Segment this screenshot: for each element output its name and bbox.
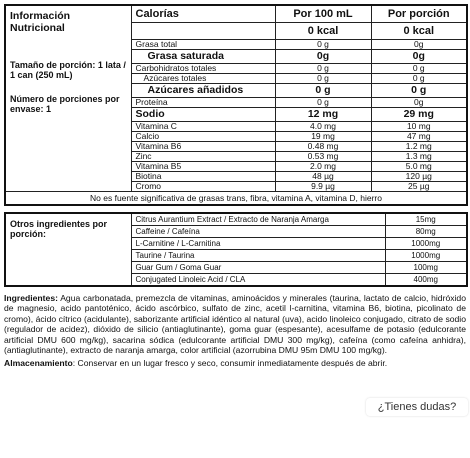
other-ingredient-name: Taurine / Taurina [131, 250, 385, 262]
nutrient-name: Vitamina B5 [131, 162, 275, 172]
nutrient-per100: 0 g [275, 74, 371, 84]
chat-help-button[interactable] [366, 398, 468, 416]
nutrient-per100: 0 g [275, 64, 371, 74]
nutrient-serving: 0g [371, 50, 467, 64]
nutrient-serving: 0 g [371, 74, 467, 84]
nutrient-name: Azúcares añadidos [131, 84, 275, 98]
panel-title: Información Nutricional [10, 10, 71, 34]
nutrient-serving: 5.0 mg [371, 162, 467, 172]
calories-serving: 0 kcal [371, 23, 467, 40]
nutrient-per100: 0.53 mg [275, 152, 371, 162]
other-ingredient-name: Conjugated Linoleic Acid / CLA [131, 274, 385, 287]
other-ingredient-name: Guar Gum / Goma Guar [131, 262, 385, 274]
nutrient-serving: 10 mg [371, 122, 467, 132]
col-per100-header: Por 100 mL [275, 5, 371, 23]
calories-row [5, 5, 467, 23]
nutrient-per100: 0 g [275, 40, 371, 50]
calories-spacer [131, 23, 275, 40]
calories-label: Calorías [131, 5, 275, 23]
nutrient-name: Proteína [131, 98, 275, 108]
footnote-row [5, 192, 467, 206]
nutrient-serving: 120 µg [371, 172, 467, 182]
storage-text: : Conservar en un lugar fresco y seco, consumir inmediatamente después de abrir. [72, 358, 388, 369]
nutrient-per100: 4.0 mg [275, 122, 371, 132]
nutrient-per100: 0.48 mg [275, 142, 371, 152]
storage-paragraph [4, 358, 466, 368]
nutrient-name: Grasa saturada [131, 50, 275, 64]
nutrient-name: Azúcares totales [131, 74, 275, 84]
other-ingredient-amount: 100mg [385, 262, 467, 274]
label-sheet [4, 4, 466, 368]
nutrient-per100: 12 mg [275, 108, 371, 122]
panel-sidebar [5, 5, 131, 192]
other-ingredient-amount: 1000mg [385, 238, 467, 250]
col-serving-header: Por porción [371, 5, 467, 23]
nutrient-name: Vitamina C [131, 122, 275, 132]
nutrient-per100: 0 g [275, 84, 371, 98]
nutrient-serving: 1.2 mg [371, 142, 467, 152]
chat-help-label: ¿Tienes dudas? [377, 401, 457, 413]
other-ingredient-name: Caffeine / Cafeína [131, 226, 385, 238]
other-ingredients-table [4, 212, 468, 287]
nutrient-serving: 47 mg [371, 132, 467, 142]
nutrient-per100: 9.9 µg [275, 182, 371, 192]
other-ingredient-name: Citrus Aurantium Extract / Extracto de Naranja Amarga [131, 213, 385, 226]
nutrient-serving: 0g [371, 98, 467, 108]
nutrient-name: Sodio [131, 108, 275, 122]
servings-per-container: Número de porciones por envase: 1 [10, 94, 120, 114]
nutrient-name: Carbohidratos totales [131, 64, 275, 74]
nutrient-name: Cromo [131, 182, 275, 192]
footnote: No es fuente significativa de grasas trans, fibra, vitamina A, vitamina D, hierro [5, 192, 467, 206]
nutrient-name: Grasa total [131, 40, 275, 50]
serving-size: Tamaño de porción: 1 lata / 1 can (250 mL) [10, 60, 126, 80]
nutrient-serving: 0 g [371, 84, 467, 98]
nutrient-serving: 0g [371, 40, 467, 50]
other-ingredient-row [5, 213, 467, 226]
nutrient-name: Vitamina B6 [131, 142, 275, 152]
nutrient-per100: 19 mg [275, 132, 371, 142]
nutrient-per100: 0g [275, 50, 371, 64]
ingredients-text: Agua carbonatada, premezcla de vitaminas, aminoácidos y minerales (taurina, lactato de calcio, hidróxido de magnesio, acido pantoténico, ácido ascórbico, sulfato de zinc, acetil l-carnitina, vitamina B6, biotina, picolinato de cromo), ácido cítrico (acidulante), saborizante artificial idéntico al natural (uva), acido linoleico conjugado, citrato de sodio (regulador de acidez), dióxido de silicio (antiaglutinante), goma guar (espesante), acesulfame de potasio (edulcorante artificial DMU 600 mg/kg), sacarina sódica (edulcorante artificial DMU 300 mg/kg), cafeína (como cafeína anhidra), (antiaglutinante), extracto de naranja amarga, color artificial (azorrubina DMU 95m DMU 100 mg/kg). [4, 293, 466, 356]
storage-label: Almacenamiento [4, 358, 73, 369]
nutrient-name: Biotina [131, 172, 275, 182]
nutrient-serving: 1.3 mg [371, 152, 467, 162]
nutrient-serving: 25 µg [371, 182, 467, 192]
nutrient-per100: 2.0 mg [275, 162, 371, 172]
nutrient-per100: 48 µg [275, 172, 371, 182]
nutrient-name: Zinc [131, 152, 275, 162]
ingredients-label: Ingredientes: [4, 293, 58, 303]
other-ingredient-amount: 15mg [385, 213, 467, 226]
nutrient-name: Calcio [131, 132, 275, 142]
nutrition-facts-table [4, 4, 468, 206]
other-ingredient-amount: 400mg [385, 274, 467, 287]
other-ingredients-title: Otros ingredientes por porción: [5, 213, 131, 286]
nutrient-serving: 0 g [371, 64, 467, 74]
nutrient-serving: 29 mg [371, 108, 467, 122]
calories-per100: 0 kcal [275, 23, 371, 40]
nutrient-per100: 0 g [275, 98, 371, 108]
other-ingredient-amount: 1000mg [385, 250, 467, 262]
ingredients-paragraph [4, 293, 466, 355]
other-ingredient-name: L-Carnitine / L-Carnitina [131, 238, 385, 250]
other-ingredient-amount: 80mg [385, 226, 467, 238]
